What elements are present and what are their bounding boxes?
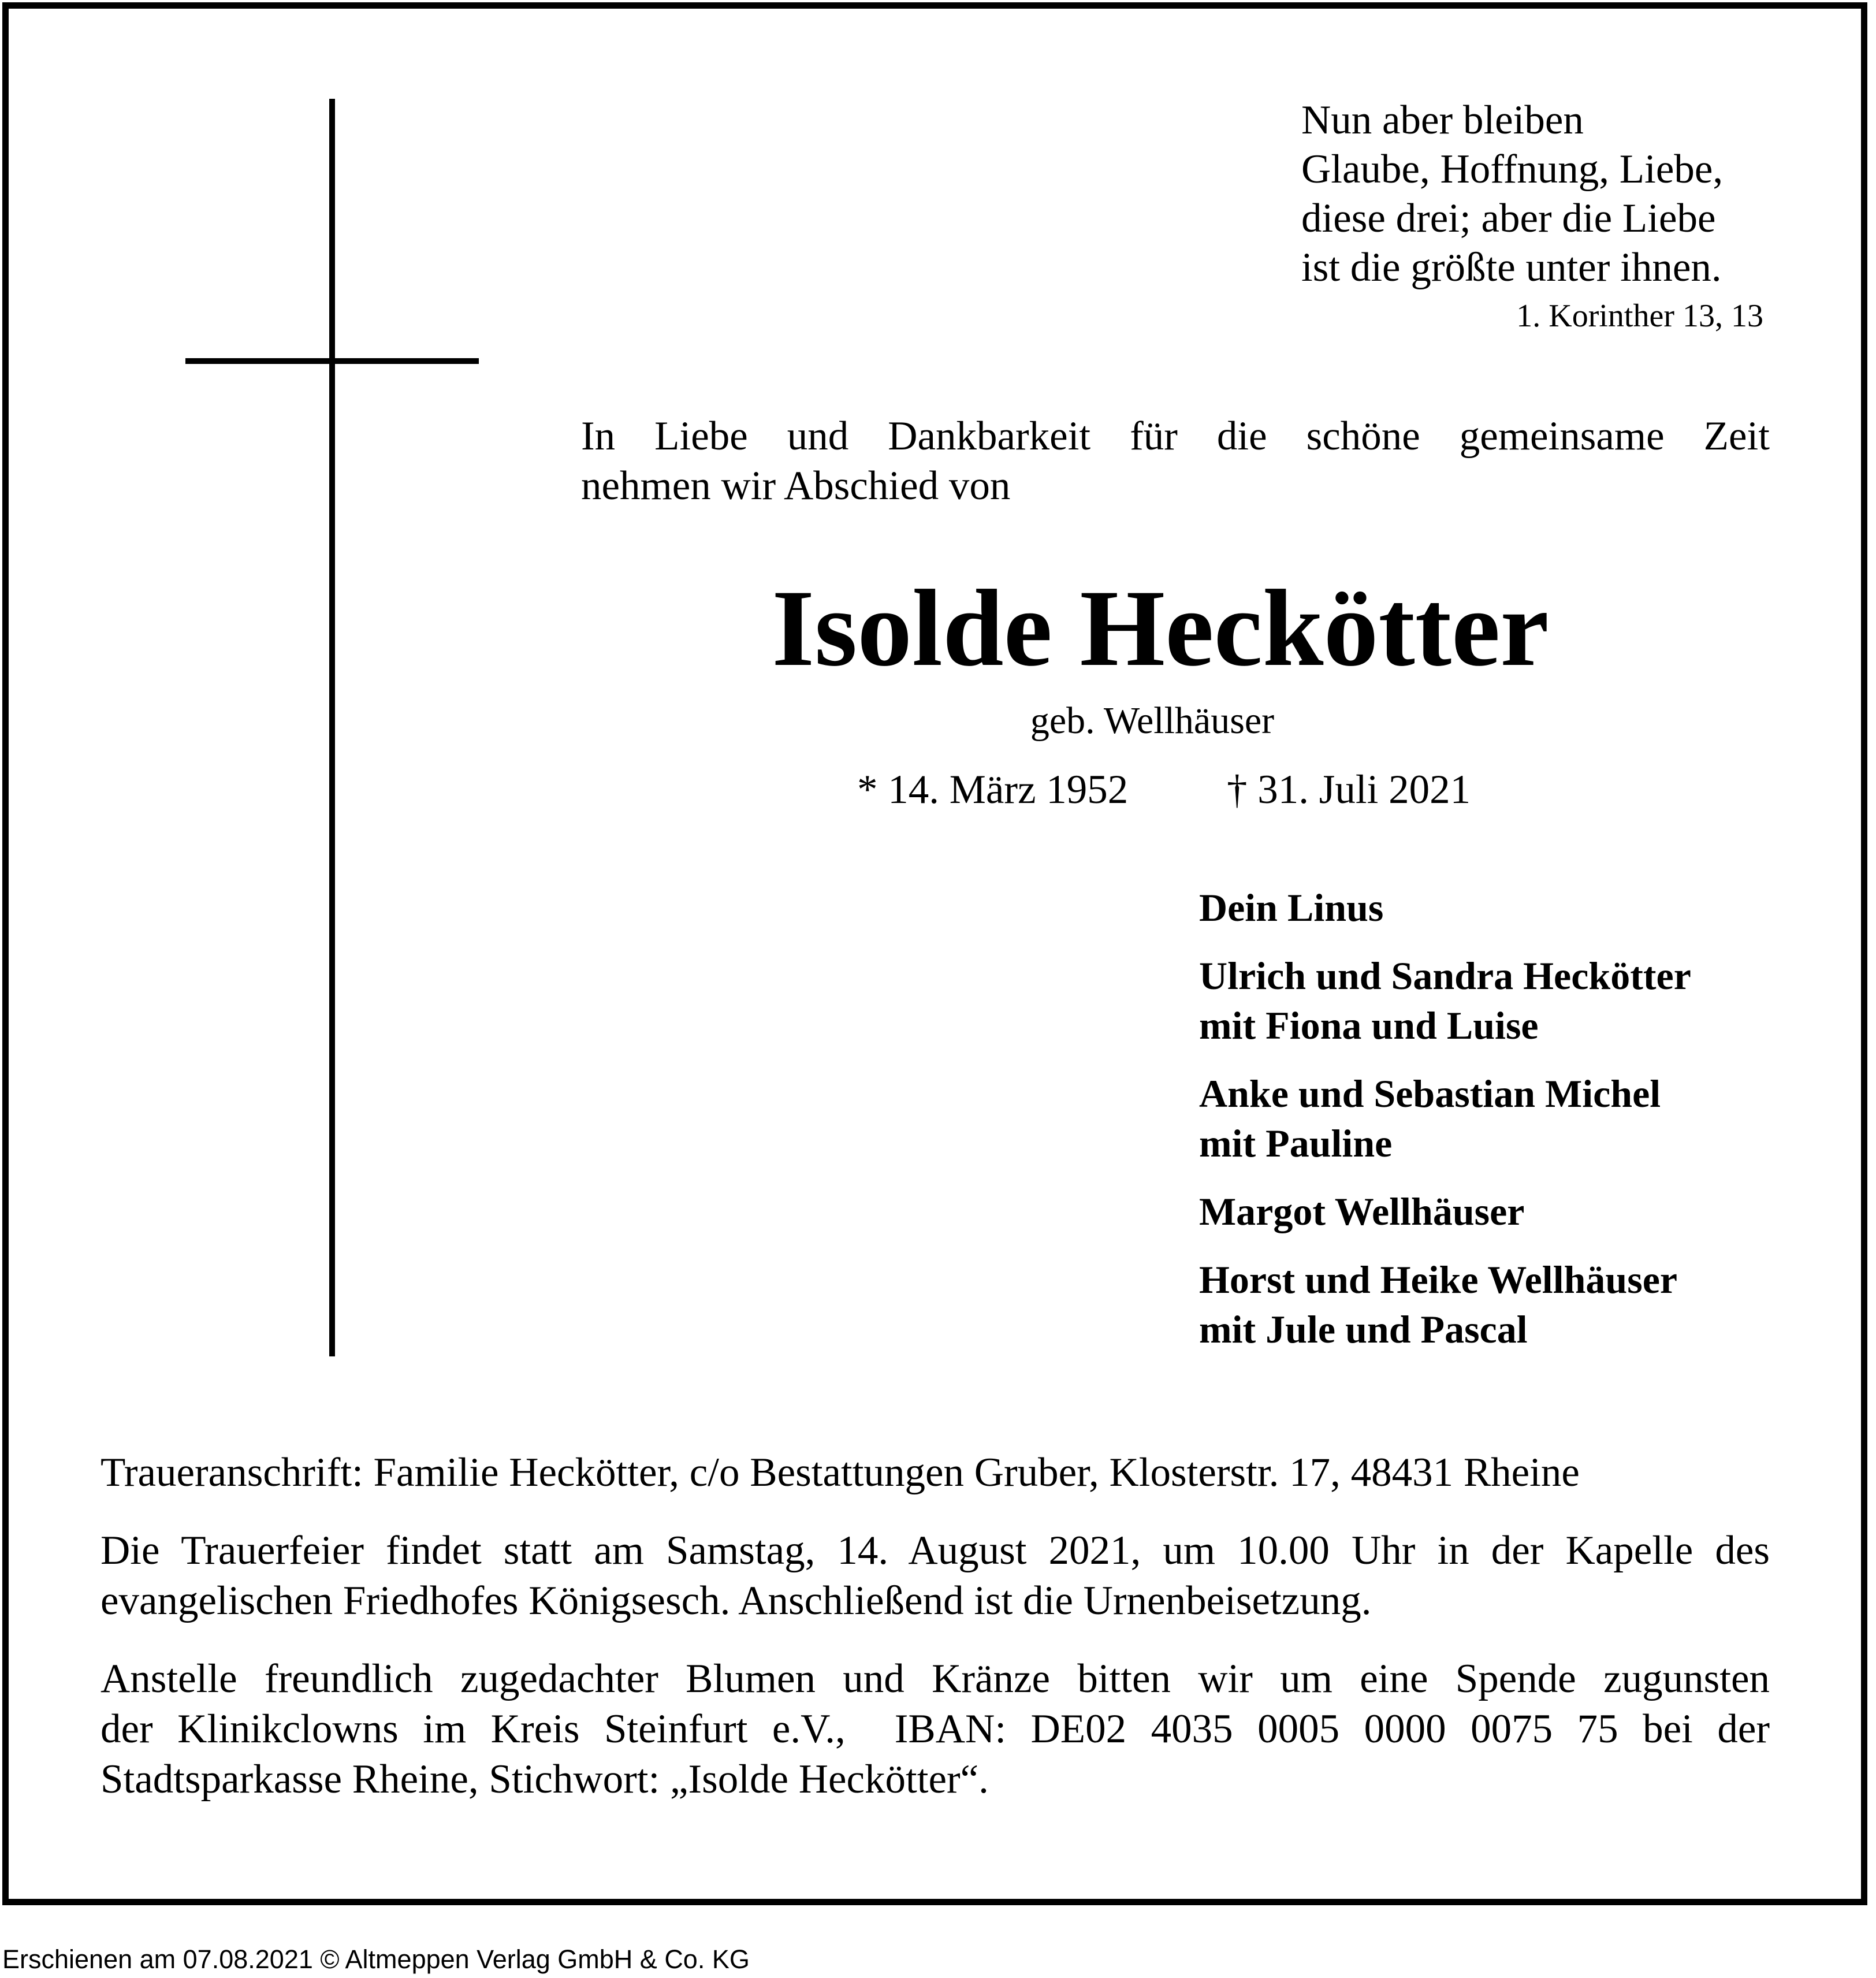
birth-name: geb. Wellhäuser bbox=[1030, 700, 1275, 742]
funeral-service-line: evangelischen Friedhofes Königsesch. Anschließend ist die Urnenbeisetzung. bbox=[100, 1578, 1372, 1623]
mourner-group bbox=[1199, 951, 1834, 1050]
donation-paragraph bbox=[100, 1654, 1770, 1805]
mourner-line: mit Fiona und Luise bbox=[1199, 1003, 1539, 1047]
mourner-group bbox=[1199, 1255, 1834, 1354]
verse-reference: 1. Korinther 13, 13 bbox=[1516, 298, 1763, 334]
mourner-group bbox=[1199, 1069, 1834, 1168]
birth-name-block bbox=[581, 697, 1770, 745]
mourning-address: Traueranschrift: Familie Heckötter, c/o Bestattungen Gruber, Klosterstr. 17, 48431 Rheine bbox=[100, 1450, 1580, 1495]
deceased-name-block bbox=[581, 565, 1770, 692]
donation-line: Stadtsparkasse Rheine, Stichwort: „Isolde Heckötter“. bbox=[100, 1757, 989, 1802]
verse-line: Nun aber bleiben bbox=[1301, 98, 1584, 143]
funeral-service-line: Die Trauerfeier findet statt am Samstag, 14. August 2021, um 10.00 Uhr in der Kapelle des bbox=[100, 1528, 1770, 1573]
cross-icon bbox=[329, 99, 335, 1356]
donation-line: Anstelle freundlich zugedachter Blumen und Kränze bitten wir um eine Spende zugunsten bbox=[100, 1656, 1770, 1701]
mourner-group bbox=[1199, 883, 1834, 932]
mourner-line: Horst und Heike Wellhäuser bbox=[1199, 1258, 1678, 1302]
death-date: † 31. Juli 2021 bbox=[1227, 767, 1471, 812]
mourner-line: Ulrich und Sandra Heckötter bbox=[1199, 954, 1691, 998]
deceased-name: Isolde Heckötter bbox=[772, 568, 1549, 689]
intro-line-1: In Liebe und Dankbarkeit für die schöne gemeinsame Zeit bbox=[581, 414, 1770, 459]
verse-line: Glaube, Hoffnung, Liebe, bbox=[1301, 147, 1724, 192]
verse-line: ist die größte unter ihnen. bbox=[1301, 245, 1722, 290]
mourner-line: mit Pauline bbox=[1199, 1121, 1393, 1165]
mourner-line: mit Jule und Pascal bbox=[1199, 1307, 1528, 1351]
mourner-line: Dein Linus bbox=[1199, 886, 1384, 929]
mourner-line: Margot Wellhäuser bbox=[1199, 1189, 1525, 1233]
funeral-service-paragraph bbox=[100, 1526, 1770, 1626]
mourning-address-paragraph bbox=[100, 1448, 1770, 1498]
notice-details bbox=[100, 1448, 1770, 1832]
mourners-list bbox=[1199, 883, 1834, 1373]
birth-date: * 14. März 1952 bbox=[857, 767, 1129, 812]
mourner-group bbox=[1199, 1187, 1834, 1236]
verse-line: diese drei; aber die Liebe bbox=[1301, 196, 1716, 241]
bible-verse bbox=[1301, 96, 1763, 292]
intro-line-2: nehmen wir Abschied von bbox=[581, 463, 1011, 508]
mourner-line: Anke und Sebastian Michel bbox=[1199, 1072, 1661, 1116]
publication-footer: Erschienen am 07.08.2021 © Altmeppen Verlag GmbH & Co. KG bbox=[2, 1944, 750, 1974]
life-dates bbox=[857, 764, 1550, 816]
donation-line: der Klinikclowns im Kreis Steinfurt e.V., IBAN: DE02 4035 0005 0000 0075 75 bei der bbox=[100, 1706, 1770, 1752]
cross-icon-bar bbox=[185, 358, 479, 364]
